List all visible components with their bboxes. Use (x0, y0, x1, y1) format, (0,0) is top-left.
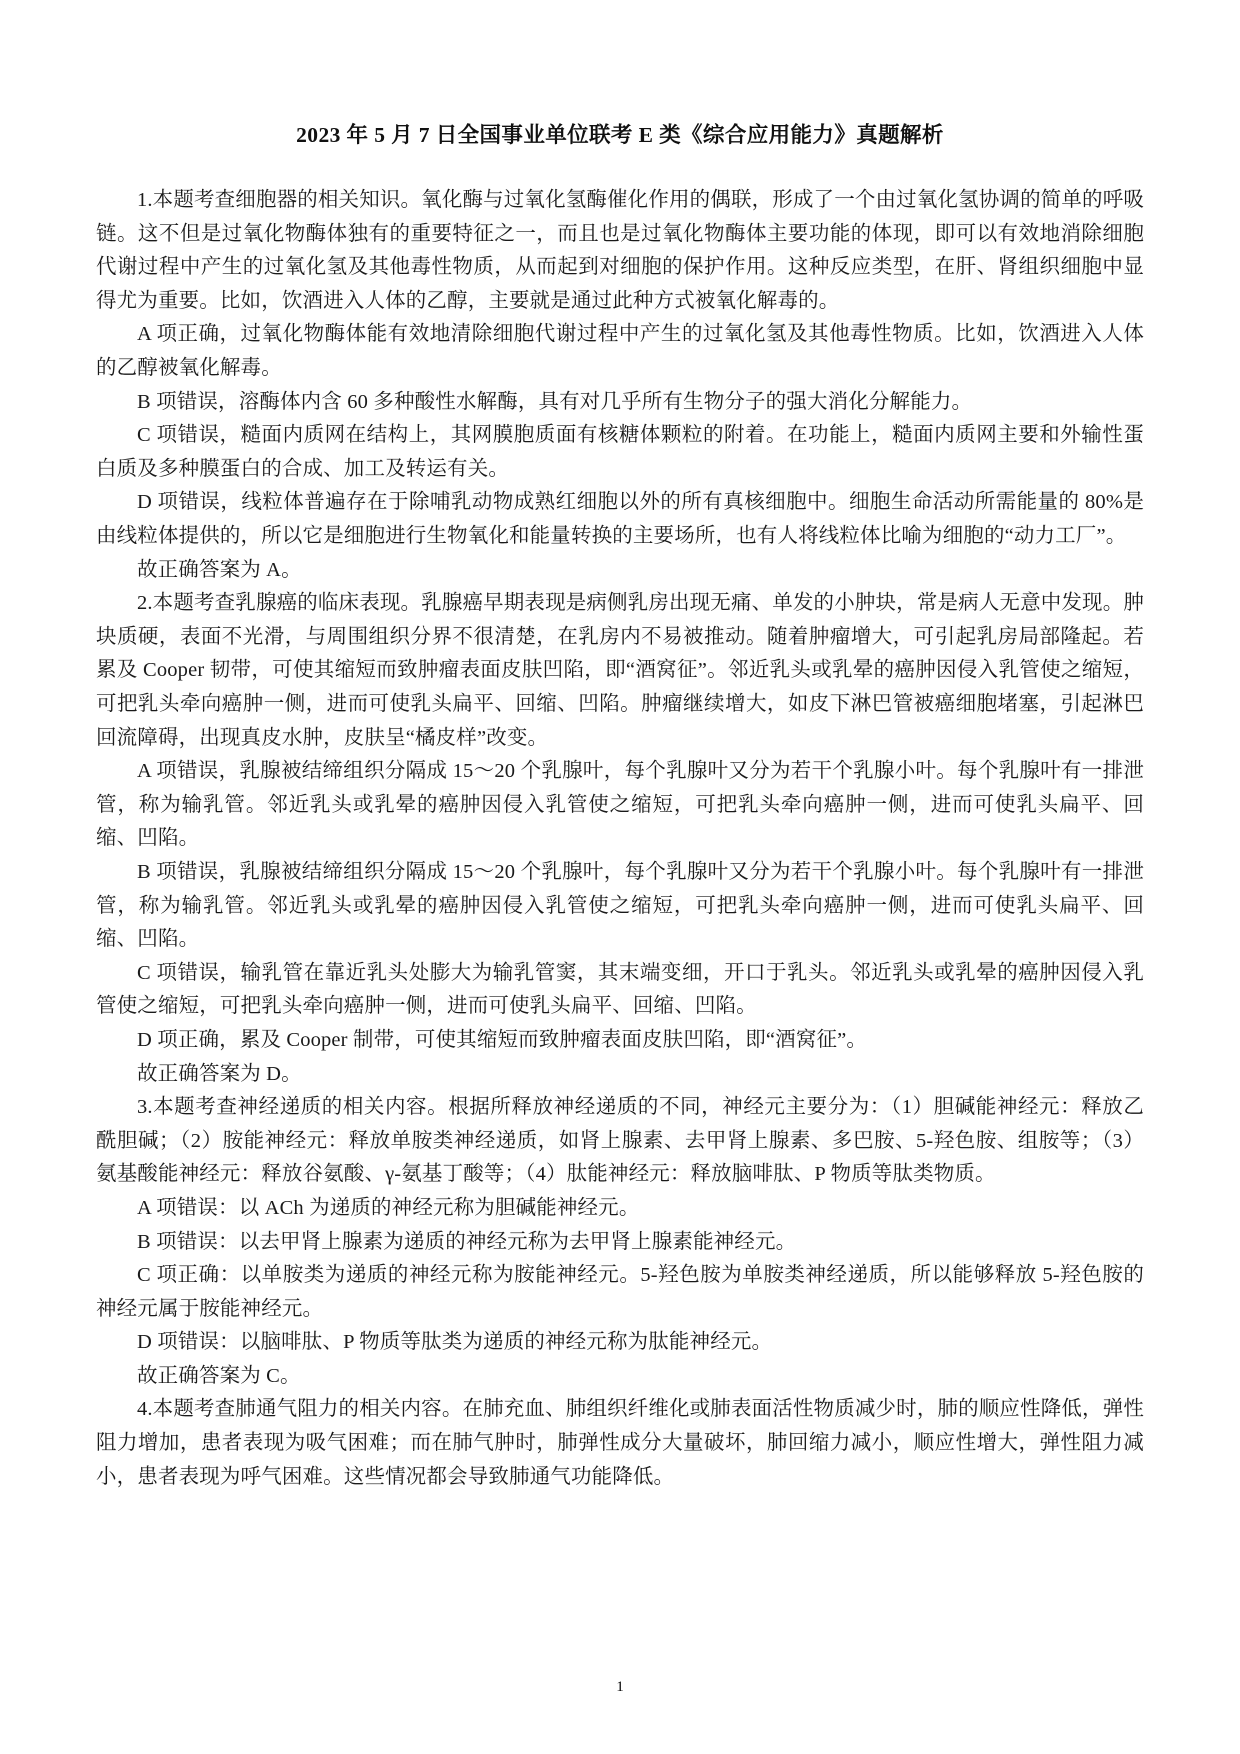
paragraph-q2-answer: 故正确答案为 D。 (137, 1062, 302, 1085)
page-number: 1 (616, 1679, 624, 1695)
paragraph-q1-opt-b: B 项错误，溶酶体内含 60 多种酸性水解酶，具有对几乎所有生物分子的强大消化分解能力。 (137, 390, 973, 413)
paragraph-q3-opt-b: B 项错误：以去甲肾上腺素为递质的神经元称为去甲肾上腺素能神经元。 (137, 1230, 797, 1253)
paragraph-q3-opt-d: D 项错误：以脑啡肽、P 物质等肽类为递质的神经元称为肽能神经元。 (137, 1331, 773, 1354)
paragraph-q2-opt-d: D 项正确，累及 Cooper 制带，可使其缩短而致肿瘤表面皮肤凹陷，即“酒窝征”。 (137, 1028, 868, 1051)
paragraph-q2-opt-b: B 项错误，乳腺被结缔组织分隔成 15～20 个乳腺叶，每个乳腺叶又分为若干个乳腺小叶。每个乳腺叶有一排泄管，称为输乳管。邻近乳头或乳晕的癌肿因侵入乳管使之缩短，可把乳头牵向癌肿一侧，进而可使乳头扁平、回缩、凹陷。 (96, 860, 1144, 951)
paragraph-q3-answer: 故正确答案为 C。 (137, 1364, 301, 1387)
paragraph-q1-stem: 1.本题考查细胞器的相关知识。氧化酶与过氧化氢酶催化作用的偶联，形成了一个由过氧化氢协调的简单的呼吸链。这不但是过氧化物酶体独有的重要特征之一，而且也是过氧化物酶体主要功能的体现，即可以有效地消除细胞代谢过程中产生的过氧化氢及其他毒性物质，从而起到对细胞的保护作用。这种反应类型，在肝、肾组织细胞中显得尤为重要。比如，饮酒进入人体的乙醇，主要就是通过此种方式被氧化解毒的。 (96, 189, 1144, 312)
paragraph-q1-answer: 故正确答案为 A。 (137, 558, 302, 581)
paragraph-q2-opt-c: C 项错误，输乳管在靠近乳头处膨大为输乳管窦，其末端变细，开口于乳头。邻近乳头或乳晕的癌肿因侵入乳管使之缩短，可把乳头牵向癌肿一侧，进而可使乳头扁平、回缩、凹陷。 (96, 961, 1144, 1018)
paragraph-q3-opt-a: A 项错误：以 ACh 为递质的神经元称为胆碱能神经元。 (137, 1196, 640, 1219)
paragraph-q3-opt-c: C 项正确：以单胺类为递质的神经元称为胺能神经元。5-羟色胺为单胺类神经递质，所以能够释放 5-羟色胺的神经元属于胺能神经元。 (96, 1264, 1144, 1320)
document-body (96, 184, 1144, 1494)
paragraph-q2-stem: 2.本题考查乳腺癌的临床表现。乳腺癌早期表现是病侧乳房出现无痛、单发的小肿块，常是病人无意中发现。肿块质硬，表面不光滑，与周围组织分界不很清楚，在乳房内不易被推动。随着肿瘤增大，可引起乳房局部隆起。若累及 Cooper 韧带，可使其缩短而致肿瘤表面皮肤凹陷，即“酒窝征”。邻近乳头或乳晕的癌肿因侵入乳管使之缩短，可把乳头牵向癌肿一侧，进而可使乳头扁平、回缩、凹陷。肿瘤继续增大，如皮下淋巴管被癌细胞堵塞，引起淋巴回流障碍，出现真皮水肿，皮肤呈“橘皮样”改变。 (96, 592, 1144, 749)
paragraph-q4-stem: 4.本题考查肺通气阻力的相关内容。在肺充血、肺组织纤维化或肺表面活性物质减少时，肺的顺应性降低，弹性阻力增加，患者表现为吸气困难；而在肺气肿时，肺弹性成分大量破坏，肺回缩力减小，顺应性增大，弹性阻力减小，患者表现为呼气困难。这些情况都会导致肺通气功能降低。 (96, 1398, 1144, 1488)
page-title: 2023 年 5 月 7 日全国事业单位联考 E 类《综合应用能力》真题解析 (296, 123, 944, 147)
paragraph-q1-opt-d: D 项错误，线粒体普遍存在于除哺乳动物成熟红细胞以外的所有真核细胞中。细胞生命活动所需能量的 80%是由线粒体提供的，所以它是细胞进行生物氧化和能量转换的主要场所，也有人将线粒体比喻为细胞的“动力工厂”。 (96, 491, 1144, 548)
paragraph-q1-opt-a: A 项正确，过氧化物酶体能有效地清除细胞代谢过程中产生的过氧化氢及其他毒性物质。比如，饮酒进入人体的乙醇被氧化解毒。 (96, 323, 1144, 380)
paragraph-q3-stem: 3.本题考查神经递质的相关内容。根据所释放神经递质的不同，神经元主要分为：（1）胆碱能神经元：释放乙酰胆碱；（2）胺能神经元：释放单胺类神经递质，如肾上腺素、去甲肾上腺素、多巴胺、5-羟色胺、组胺等；（3）氨基酸能神经元：释放谷氨酸、γ-氨基丁酸等；（4）肽能神经元：释放脑啡肽、P 物质等肽类物质。 (96, 1096, 1144, 1186)
page-content (96, 120, 1144, 1494)
paragraph-q1-opt-c: C 项错误，糙面内质网在结构上，其网膜胞质面有核糖体颗粒的附着。在功能上，糙面内质网主要和外输性蛋白质及多种膜蛋白的合成、加工及转运有关。 (96, 424, 1144, 480)
paragraph-q2-opt-a: A 项错误，乳腺被结缔组织分隔成 15～20 个乳腺叶，每个乳腺叶又分为若干个乳腺小叶。每个乳腺叶有一排泄管，称为输乳管。邻近乳头或乳晕的癌肿因侵入乳管使之缩短，可把乳头牵向癌肿一侧，进而可使乳头扁平、回缩、凹陷。 (96, 760, 1144, 850)
